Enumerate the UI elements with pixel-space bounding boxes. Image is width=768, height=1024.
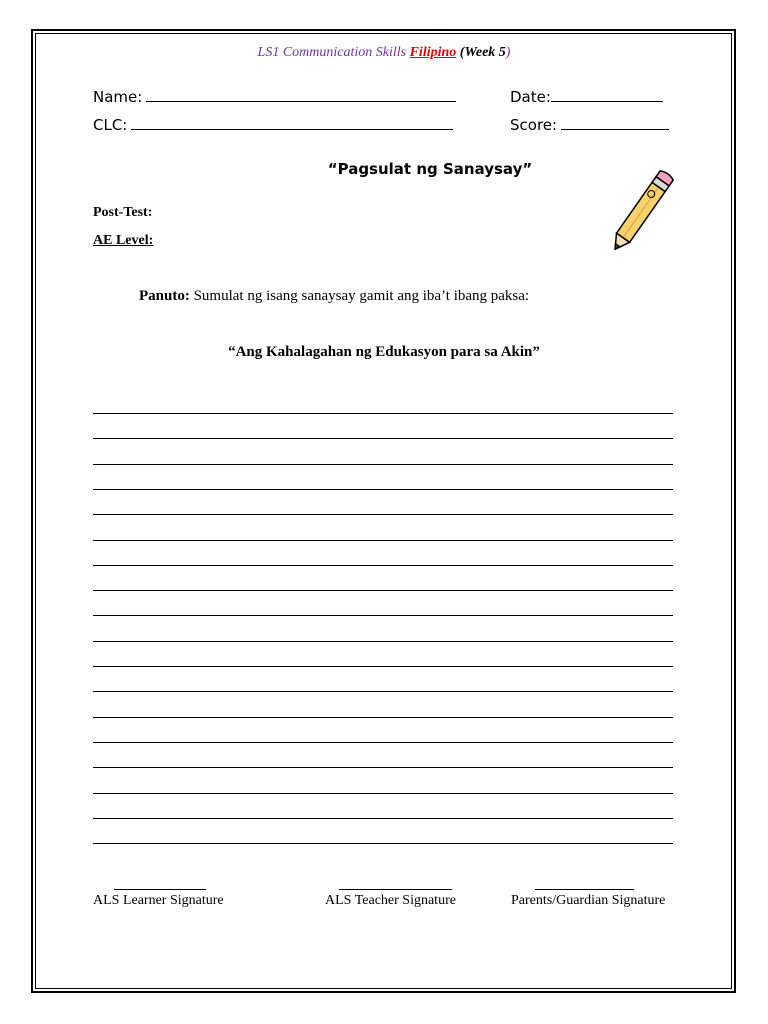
subject-name: Filipino	[409, 45, 457, 60]
writing-line[interactable]	[93, 691, 673, 692]
date-label: Date:	[510, 88, 551, 106]
instruction-label: Panuto:	[139, 288, 190, 304]
writing-line[interactable]	[93, 514, 673, 515]
writing-line[interactable]	[93, 641, 673, 642]
writing-line[interactable]	[93, 666, 673, 667]
score-blank[interactable]	[561, 115, 669, 130]
teacher-signature-line[interactable]	[339, 889, 452, 890]
date-field[interactable]	[510, 87, 663, 106]
writing-line[interactable]	[93, 717, 673, 718]
date-blank[interactable]	[551, 87, 663, 102]
clc-blank[interactable]	[131, 115, 453, 130]
post-test-label: Post-Test:	[93, 205, 153, 220]
course-header	[0, 45, 768, 61]
paren-close: )	[505, 45, 511, 60]
writing-line[interactable]	[93, 742, 673, 743]
guardian-signature-line[interactable]	[535, 889, 634, 890]
guardian-signature-label: Parents/Guardian Signature	[511, 893, 666, 908]
essay-topic: “Ang Kahalagahan ng Edukasyon para sa Akin”	[228, 344, 540, 360]
page-title: “Pagsulat ng Sanaysay”	[327, 160, 533, 178]
writing-line[interactable]	[93, 590, 673, 591]
writing-line[interactable]	[93, 413, 673, 414]
writing-line[interactable]	[93, 767, 673, 768]
instruction	[139, 288, 529, 305]
course-name: LS1 Communication Skills	[257, 45, 407, 60]
clc-field[interactable]	[93, 115, 453, 134]
paren-open: (	[459, 45, 465, 60]
teacher-signature-label: ALS Teacher Signature	[325, 893, 456, 908]
writing-line[interactable]	[93, 464, 673, 465]
writing-line[interactable]	[93, 540, 673, 541]
writing-line[interactable]	[93, 615, 673, 616]
pencil-icon	[596, 160, 696, 250]
name-field[interactable]	[93, 87, 456, 106]
writing-line[interactable]	[93, 489, 673, 490]
score-field[interactable]	[510, 115, 669, 134]
writing-line[interactable]	[93, 565, 673, 566]
week-label: Week 5	[464, 45, 506, 60]
clc-label: CLC:	[93, 116, 128, 134]
writing-line[interactable]	[93, 793, 673, 794]
learner-signature-label: ALS Learner Signature	[93, 893, 224, 908]
instruction-text: Sumulat ng isang sanaysay gamit ang iba’t ibang paksa:	[193, 288, 530, 304]
writing-line[interactable]	[93, 438, 673, 439]
ae-level-label: AE Level:	[93, 233, 154, 248]
name-label: Name:	[93, 88, 143, 106]
writing-line[interactable]	[93, 818, 673, 819]
writing-line[interactable]	[93, 843, 673, 844]
learner-signature-line[interactable]	[114, 889, 206, 890]
name-blank[interactable]	[146, 87, 456, 102]
score-label: Score:	[510, 116, 558, 134]
